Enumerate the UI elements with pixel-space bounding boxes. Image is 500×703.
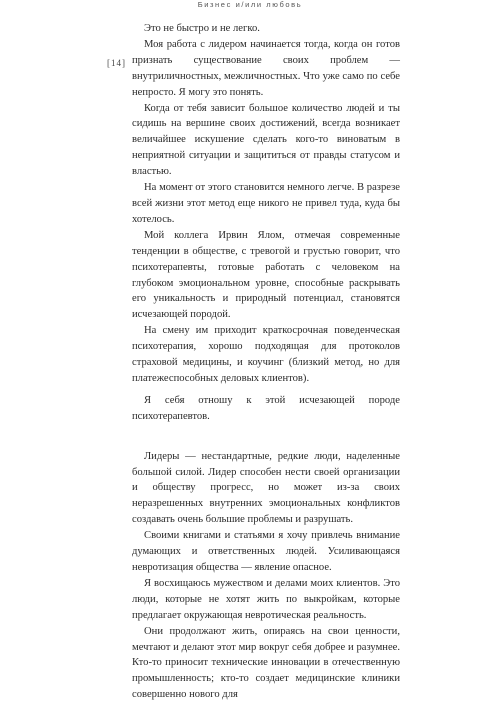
paragraph: Они продолжают жить, опираясь на свои ценности, мечтают и делают этот мир вокруг себя добрее и разумнее. Кто-то приносит технические инновации в отечественную промышленность; кто-то создает медицинские клиники совершенно нового для <box>132 625 400 701</box>
paragraph: Я себя отношу к этой исчезающей породе психотерапевтов. <box>132 394 400 422</box>
running-head: Бизнес и/или любовь <box>197 0 303 9</box>
page-number: [14] <box>107 58 126 68</box>
paragraph: Лидеры — нестандартные, редкие люди, наделенные большой силой. Лидер способен нести своей организации и обществу прогресс, но может из-за своих неразрешенных внутренних эмоциональных конфликтов создавать очень большие проблемы и разрушать. <box>132 450 400 526</box>
paragraph: Своими книгами и статьями я хочу привлечь внимание думающих и ответственных людей. Усиливающаяся невротизация общества — явление опасное. <box>132 530 400 573</box>
paragraph: Это не быстро и не легко. <box>144 23 260 34</box>
paragraph: Когда от тебя зависит большое количество людей и ты сидишь на вершине своих достижений, всегда возникает величайшее искушение сделать кого-то виноватым в неприятной ситуации и защититься от правды статусом и властью. <box>132 102 400 178</box>
paragraph: Моя работа с лидером начинается тогда, когда он готов признать существование своих проблем — внутриличностных, межличностных. Что уже само по себе непросто. Я могу это понять. <box>132 38 400 98</box>
paragraph: На смену им приходит краткосрочная поведенческая психотерапия, хорошо подходящая для протоколов страховой медицины, и коучинг (близкий метод, но для платежеспособных деловых клиентов). <box>132 325 400 384</box>
paragraph: На момент от этого становится немного легче. В разрезе всей жизни этот метод еще никого не привел туда, куда бы хотелось. <box>132 182 400 225</box>
paragraph: Я восхищаюсь мужеством и делами моих клиентов. Это люди, которые не хотят жить по выкройкам, которые предлагает окружающая невротическая реальность. <box>132 577 400 621</box>
paragraph: Мой коллега Ирвин Ялом, отмечая современные тенденции в обществе, с тревогой и грустью говорит, что психотерапевты, готовые работать с человеком на глубоком эмоциональном уровне, способные раскрывать его уникальность и природный потенциал, становятся исчезающей породой. <box>132 229 400 321</box>
body-text <box>132 21 400 703</box>
